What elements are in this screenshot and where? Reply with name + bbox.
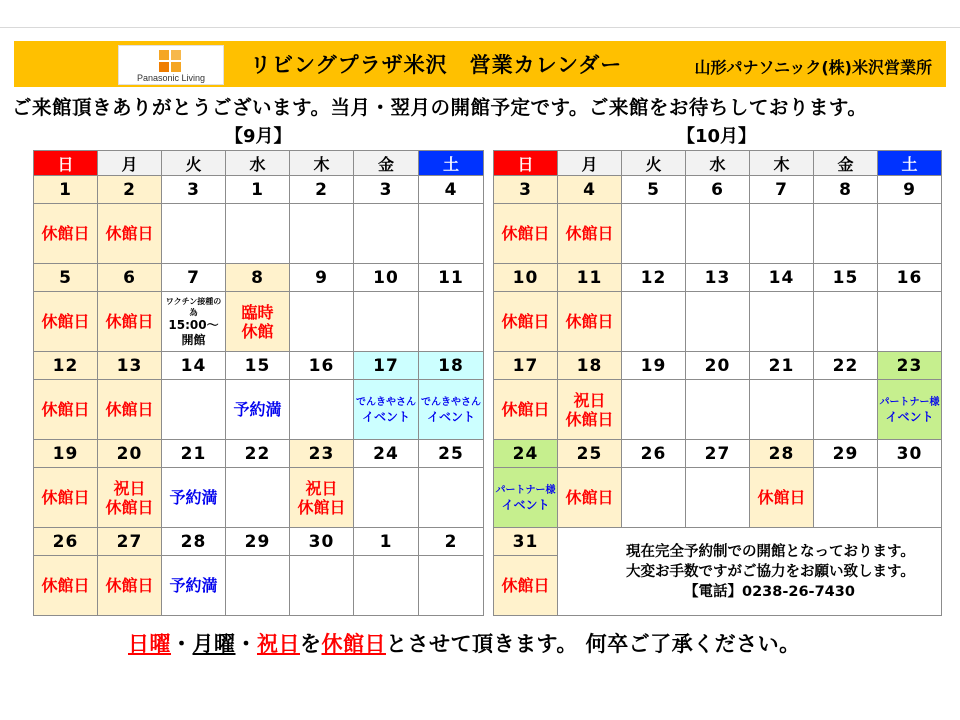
- phone-number: 【電話】0238-26-7430: [684, 584, 855, 600]
- event-text: 祝日: [113, 478, 146, 498]
- day-event: [34, 468, 98, 528]
- event-text: 休館日: [297, 497, 346, 517]
- day-event: [750, 380, 814, 440]
- event-text: 休館日: [501, 576, 550, 595]
- day-number: 16: [878, 264, 942, 292]
- day-event: [750, 292, 814, 352]
- event-text: でんきやさん: [421, 396, 481, 408]
- event-text: イベント: [361, 409, 410, 424]
- event-text: イベント: [501, 497, 550, 512]
- day-event: [494, 556, 558, 616]
- day-number: 14: [162, 352, 226, 380]
- day-number: 25: [558, 440, 622, 468]
- footer-rest: とさせて頂きます。 何卒ご了承ください。: [386, 632, 801, 656]
- weekday-header: 水: [226, 151, 290, 176]
- day-number: 2: [98, 176, 162, 204]
- day-number: 16: [290, 352, 354, 380]
- day-event: [34, 204, 98, 264]
- day-event: [419, 380, 484, 440]
- day-event: [290, 380, 354, 440]
- september-calendar: [33, 150, 484, 616]
- day-number: 1: [34, 176, 98, 204]
- event-text: パートナー様: [495, 484, 556, 496]
- day-event: [494, 380, 558, 440]
- day-event: [226, 468, 290, 528]
- day-event: [814, 380, 878, 440]
- day-number: 15: [814, 264, 878, 292]
- footer-sep: ・: [235, 632, 257, 656]
- day-number: 20: [686, 352, 750, 380]
- day-number: 2: [290, 176, 354, 204]
- footer-particle: を: [300, 632, 322, 656]
- weekday-header: 火: [162, 151, 226, 176]
- day-number: 3: [354, 176, 419, 204]
- company-name: 山形パナソニック(株)米沢営業所: [694, 58, 932, 77]
- event-text: イベント: [885, 409, 934, 424]
- day-number: 4: [419, 176, 484, 204]
- day-event: [226, 292, 290, 352]
- event-text: 予約満: [169, 576, 218, 595]
- day-number: 1: [354, 528, 419, 556]
- day-event: [34, 292, 98, 352]
- footer-sunday: 日曜: [128, 632, 171, 656]
- day-event: [494, 468, 558, 528]
- day-number: 28: [750, 440, 814, 468]
- day-number: 5: [34, 264, 98, 292]
- day-number: 27: [686, 440, 750, 468]
- event-text: 休館日: [501, 312, 550, 331]
- event-text: 休館日: [565, 488, 614, 507]
- day-number: 19: [34, 440, 98, 468]
- day-event: [558, 292, 622, 352]
- event-text: 休館日: [41, 576, 90, 595]
- weekday-header: 火: [622, 151, 686, 176]
- day-number: 30: [290, 528, 354, 556]
- day-event: [686, 468, 750, 528]
- day-event: [494, 292, 558, 352]
- day-event: [419, 468, 484, 528]
- event-text: 休館日: [565, 409, 614, 429]
- day-event: [162, 292, 226, 352]
- notice-box: [626, 542, 946, 602]
- day-number: 6: [686, 176, 750, 204]
- day-number: 27: [98, 528, 162, 556]
- day-event: [354, 292, 419, 352]
- event-text: 休館日: [105, 224, 154, 243]
- day-number: 9: [878, 176, 942, 204]
- day-event: [419, 292, 484, 352]
- event-text: パートナー様: [879, 396, 940, 408]
- day-number: 8: [226, 264, 290, 292]
- event-text: 休館日: [501, 400, 550, 419]
- day-event: [558, 468, 622, 528]
- day-number: 30: [878, 440, 942, 468]
- day-number: 3: [162, 176, 226, 204]
- top-divider: [0, 27, 960, 28]
- day-number: 1: [226, 176, 290, 204]
- notice-line: 大変お手数ですがご協力をお願い致します。: [626, 564, 915, 580]
- september-title: 【9月】: [225, 126, 292, 147]
- day-number: 18: [419, 352, 484, 380]
- day-number: 7: [750, 176, 814, 204]
- day-number: 20: [98, 440, 162, 468]
- day-event: [98, 556, 162, 616]
- day-event: [750, 204, 814, 264]
- day-event: [98, 292, 162, 352]
- day-event: [558, 204, 622, 264]
- day-event: [419, 204, 484, 264]
- event-text: 予約満: [233, 400, 282, 419]
- event-text: 15:00～: [168, 317, 219, 332]
- event-text: 祝日: [573, 390, 606, 410]
- day-event: [622, 380, 686, 440]
- day-event: [814, 204, 878, 264]
- day-number: 23: [290, 440, 354, 468]
- day-event: [34, 380, 98, 440]
- day-event: [98, 204, 162, 264]
- weekday-header: 日: [34, 151, 98, 176]
- day-number: 10: [354, 264, 419, 292]
- day-number: 26: [622, 440, 686, 468]
- day-event: [162, 556, 226, 616]
- day-number: 17: [494, 352, 558, 380]
- day-number: 19: [622, 352, 686, 380]
- day-number: 24: [494, 440, 558, 468]
- event-text: ワクチン接種の為: [165, 296, 222, 317]
- weekday-header: 金: [354, 151, 419, 176]
- event-text: でんきやさん: [356, 396, 416, 408]
- day-number: 24: [354, 440, 419, 468]
- day-event: [354, 204, 419, 264]
- day-number: 13: [98, 352, 162, 380]
- event-text: 開館: [181, 332, 206, 347]
- day-number: 22: [814, 352, 878, 380]
- day-number: 10: [494, 264, 558, 292]
- footer-closed-day: 休館日: [321, 632, 386, 656]
- day-number: 17: [354, 352, 419, 380]
- day-number: 15: [226, 352, 290, 380]
- day-event: [622, 468, 686, 528]
- weekday-header: 木: [290, 151, 354, 176]
- day-number: 7: [162, 264, 226, 292]
- day-number: 18: [558, 352, 622, 380]
- day-event: [686, 380, 750, 440]
- day-event: [162, 204, 226, 264]
- day-number: 22: [226, 440, 290, 468]
- day-event: [494, 204, 558, 264]
- day-number: 14: [750, 264, 814, 292]
- day-number: 21: [750, 352, 814, 380]
- day-number: 29: [814, 440, 878, 468]
- day-event: [226, 380, 290, 440]
- event-text: 休館日: [41, 400, 90, 419]
- event-text: イベント: [426, 409, 475, 424]
- event-text: 休館日: [41, 224, 90, 243]
- event-text: 休館日: [565, 224, 614, 243]
- day-number: 21: [162, 440, 226, 468]
- event-text: 休館日: [105, 400, 154, 419]
- event-text: 祝日: [305, 478, 338, 498]
- day-event: [354, 468, 419, 528]
- day-number: 4: [558, 176, 622, 204]
- day-event: [686, 292, 750, 352]
- day-event: [750, 468, 814, 528]
- day-number: 2: [419, 528, 484, 556]
- logo-text: Panasonic Living: [136, 73, 206, 83]
- day-event: [226, 556, 290, 616]
- day-event: [290, 292, 354, 352]
- day-number: 31: [494, 528, 558, 556]
- day-number: 6: [98, 264, 162, 292]
- day-number: 23: [878, 352, 942, 380]
- day-number: 26: [34, 528, 98, 556]
- day-event: [622, 292, 686, 352]
- day-number: 13: [686, 264, 750, 292]
- day-number: 25: [419, 440, 484, 468]
- event-text: 休館日: [501, 224, 550, 243]
- day-event: [878, 292, 942, 352]
- weekday-header: 土: [419, 151, 484, 176]
- weekday-header: 土: [878, 151, 942, 176]
- day-event: [98, 468, 162, 528]
- event-text: 臨時: [241, 302, 274, 322]
- day-event: [622, 204, 686, 264]
- calendar-title: リビングプラザ米沢 営業カレンダー: [250, 53, 623, 77]
- intro-message: ご来館頂きありがとうございます。当月・翌月の開館予定です。ご来館をお待ちしております。: [12, 96, 868, 119]
- day-event: [162, 380, 226, 440]
- event-text: 休館日: [565, 312, 614, 331]
- day-event: [354, 556, 419, 616]
- notice-line: 現在完全予約制での開館となっております。: [626, 544, 915, 560]
- day-event: [686, 204, 750, 264]
- october-title: 【10月】: [677, 126, 757, 147]
- weekday-header: 月: [558, 151, 622, 176]
- event-text: 予約満: [169, 488, 218, 507]
- day-event: [878, 204, 942, 264]
- event-text: 休館日: [41, 312, 90, 331]
- footer-holiday: 祝日: [257, 632, 300, 656]
- weekday-header: 日: [494, 151, 558, 176]
- day-number: 8: [814, 176, 878, 204]
- weekday-header: 木: [750, 151, 814, 176]
- footer-sep: ・: [171, 632, 193, 656]
- day-number: 12: [622, 264, 686, 292]
- day-number: 11: [419, 264, 484, 292]
- event-text: 休館日: [105, 497, 154, 517]
- weekday-header: 月: [98, 151, 162, 176]
- day-event: [558, 380, 622, 440]
- header-banner: [14, 41, 946, 87]
- event-text: 休館: [241, 321, 274, 341]
- event-text: 休館日: [41, 488, 90, 507]
- day-number: 3: [494, 176, 558, 204]
- day-event: [878, 468, 942, 528]
- day-event: [290, 556, 354, 616]
- day-event: [814, 468, 878, 528]
- event-text: 休館日: [105, 576, 154, 595]
- day-event: [34, 556, 98, 616]
- day-number: 9: [290, 264, 354, 292]
- day-number: 29: [226, 528, 290, 556]
- day-event: [98, 380, 162, 440]
- day-event: [419, 556, 484, 616]
- closed-days-notice: [128, 628, 801, 658]
- day-event: [814, 292, 878, 352]
- day-number: 5: [622, 176, 686, 204]
- weekday-header: 水: [686, 151, 750, 176]
- day-number: 12: [34, 352, 98, 380]
- event-text: 休館日: [757, 488, 806, 507]
- weekday-header: 金: [814, 151, 878, 176]
- event-text: 休館日: [105, 312, 154, 331]
- day-event: [878, 380, 942, 440]
- panasonic-living-logo: [118, 45, 224, 85]
- day-event: [290, 468, 354, 528]
- day-event: [162, 468, 226, 528]
- footer-monday: 月曜: [192, 632, 236, 656]
- day-number: 11: [558, 264, 622, 292]
- day-event: [290, 204, 354, 264]
- day-number: 28: [162, 528, 226, 556]
- day-event: [354, 380, 419, 440]
- day-event: [226, 204, 290, 264]
